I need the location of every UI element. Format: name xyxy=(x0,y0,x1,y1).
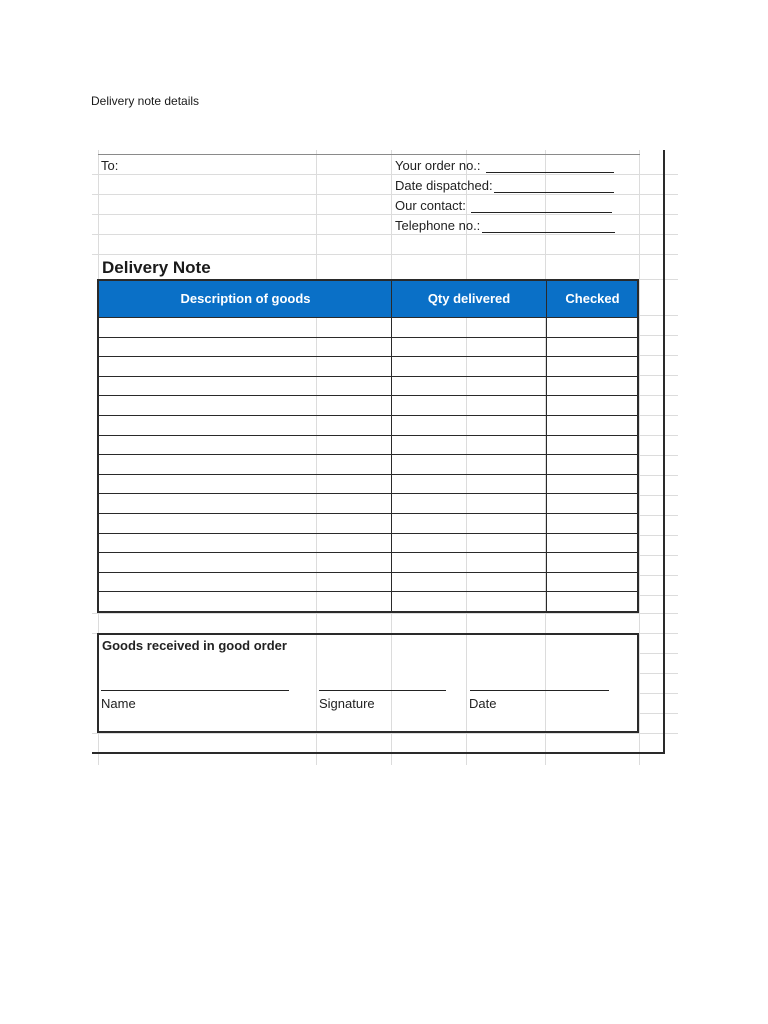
table-row[interactable] xyxy=(99,416,637,435)
page-title: Delivery note details xyxy=(91,94,200,108)
table-row[interactable] xyxy=(99,534,637,553)
receipt-heading: Goods received in good order xyxy=(102,638,287,653)
column-header-qty-delivered: Qty delivered xyxy=(427,291,511,306)
delivery-note-heading: Delivery Note xyxy=(102,258,211,277)
our-contact-field[interactable] xyxy=(471,212,612,213)
table-row[interactable] xyxy=(99,514,637,533)
table-row[interactable] xyxy=(99,573,637,592)
table-row-line xyxy=(99,591,637,592)
form-frame-right xyxy=(663,150,665,753)
table-row[interactable] xyxy=(99,318,637,337)
date-dispatched-label: Date dispatched: xyxy=(395,178,493,193)
receipt-box xyxy=(97,633,639,733)
our-contact-label: Our contact: xyxy=(395,198,466,213)
to-label: To: xyxy=(101,158,119,173)
column-header-description: Description of goods xyxy=(180,291,311,306)
order-no-label: Your order no.: xyxy=(395,158,481,173)
name-signature-line[interactable] xyxy=(101,690,289,691)
date-dispatched-field[interactable] xyxy=(494,192,614,193)
date-label: Date xyxy=(469,696,497,711)
table-row[interactable] xyxy=(99,494,637,513)
table-row[interactable] xyxy=(99,455,637,474)
form-frame-top xyxy=(98,154,640,155)
signature-line[interactable] xyxy=(319,690,446,691)
table-row[interactable] xyxy=(99,475,637,494)
order-no-field[interactable] xyxy=(486,172,614,173)
name-label: Name xyxy=(101,696,136,711)
table-row[interactable] xyxy=(99,436,637,455)
telephone-field[interactable] xyxy=(482,232,615,233)
date-line[interactable] xyxy=(470,690,609,691)
delivery-table xyxy=(97,279,639,613)
column-header-checked: Checked xyxy=(565,291,620,306)
table-row[interactable] xyxy=(99,553,637,572)
table-header xyxy=(99,281,637,317)
table-row[interactable] xyxy=(99,396,637,415)
table-row[interactable] xyxy=(99,377,637,396)
telephone-label: Telephone no.: xyxy=(395,218,481,233)
table-row[interactable] xyxy=(99,338,637,357)
form-frame-bottom xyxy=(92,752,665,754)
table-row[interactable] xyxy=(99,357,637,376)
signature-label: Signature xyxy=(319,696,375,711)
